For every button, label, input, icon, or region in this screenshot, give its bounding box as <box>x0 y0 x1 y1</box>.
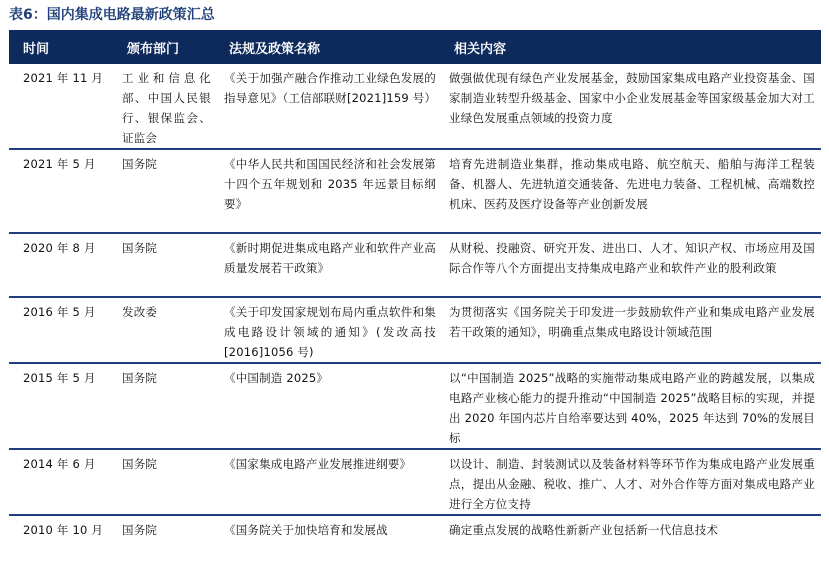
cell-content: 做强做优现有绿色产业发展基金，鼓励国家集成电路产业投资基金、国家制造业转型升级基金、国家中小企业发展基金等国家级基金加大对工业绿色发展重点领域的投资力度 <box>441 64 821 149</box>
cell-policy: 《新时期促进集成电路产业和软件产业高质量发展若干政策》 <box>216 233 441 297</box>
cell-content: 以“中国制造 2025”战略的实施带动集成电路产业的跨越发展，以集成电路产业核心能力的提升推动“中国制造 2025”战略目标的实现，并提出 2020 年国内芯片自给率要达到 40%，2025 年达到 70%的发展目标 <box>441 363 821 449</box>
cell-dept: 国务院 <box>122 523 158 537</box>
header-time: 时间 <box>9 30 114 64</box>
cell-content: 为贯彻落实《国务院关于印发进一步鼓励软件产业和集成电路产业发展若干政策的通知》，明确重点集成电路设计领域范围 <box>441 297 821 363</box>
cell-dept: 国务院 <box>114 149 216 233</box>
cell-dept: 国务院 <box>114 363 216 449</box>
cell-time: 2015 年 5 月 <box>9 363 114 449</box>
table-row <box>9 64 821 149</box>
cell-policy: 《国务院关于加快培育和发展战 <box>224 523 388 537</box>
header-policy: 法规及政策名称 <box>216 30 441 64</box>
cell-content: 确定重点发展的战略性新新产业包括新一代信息技术 <box>449 523 719 537</box>
cell-content: 培育先进制造业集群，推动集成电路、航空航天、船舶与海洋工程装备、机器人、先进轨道交通装备、先进电力装备、工程机械、高端数控机床、医药及医疗设备等产业创新发展 <box>441 149 821 233</box>
cell-time: 2010 年 10 月 <box>23 523 104 537</box>
cell-policy: 《中华人民共和国国民经济和社会发展第十四个五年规划和 2035 年远景目标纲要》 <box>216 149 441 233</box>
table-row <box>9 515 821 542</box>
cell-dept: 国务院 <box>114 449 216 515</box>
cell-content: 以设计、制造、封装测试以及装备材料等环节作为集成电路产业发展重点，提出从金融、税收、推广、人才、对外合作等方面对集成电路产业进行全方位支持 <box>441 449 821 515</box>
cell-dept: 发改委 <box>114 297 216 363</box>
cell-time: 2021 年 11 月 <box>9 64 114 149</box>
cell-time: 2020 年 8 月 <box>9 233 114 297</box>
table-row <box>9 297 821 363</box>
table-row <box>9 449 821 515</box>
cell-time: 2021 年 5 月 <box>9 149 114 233</box>
table-row <box>9 149 821 233</box>
header-content: 相关内容 <box>441 30 821 64</box>
cell-time: 2014 年 6 月 <box>9 449 114 515</box>
policy-table <box>9 30 821 542</box>
table-row <box>9 233 821 297</box>
cell-dept: 工业和信息化部、中国人民银行、银保监会、证监会 <box>114 64 216 149</box>
header-dept: 颁布部门 <box>114 30 216 64</box>
cell-policy: 《中国制造 2025》 <box>216 363 441 449</box>
cell-policy: 《关于印发国家规划布局内重点软件和集成电路设计领域的通知》(发改高技[2016]1056 号) <box>216 297 441 363</box>
cell-time: 2016 年 5 月 <box>9 297 114 363</box>
table-title: 表6：国内集成电路最新政策汇总 <box>9 7 215 23</box>
cell-policy: 《关于加强产融合作推动工业绿色发展的指导意见》（工信部联财[2021]159 号） <box>216 64 441 149</box>
table-row <box>9 363 821 449</box>
table-header-row <box>9 30 821 64</box>
cell-policy: 《国家集成电路产业发展推进纲要》 <box>216 449 441 515</box>
cell-dept: 国务院 <box>114 233 216 297</box>
cell-content: 从财税、投融资、研究开发、进出口、人才、知识产权、市场应用及国际合作等八个方面提出支持集成电路产业和软件产业的股利政策 <box>441 233 821 297</box>
